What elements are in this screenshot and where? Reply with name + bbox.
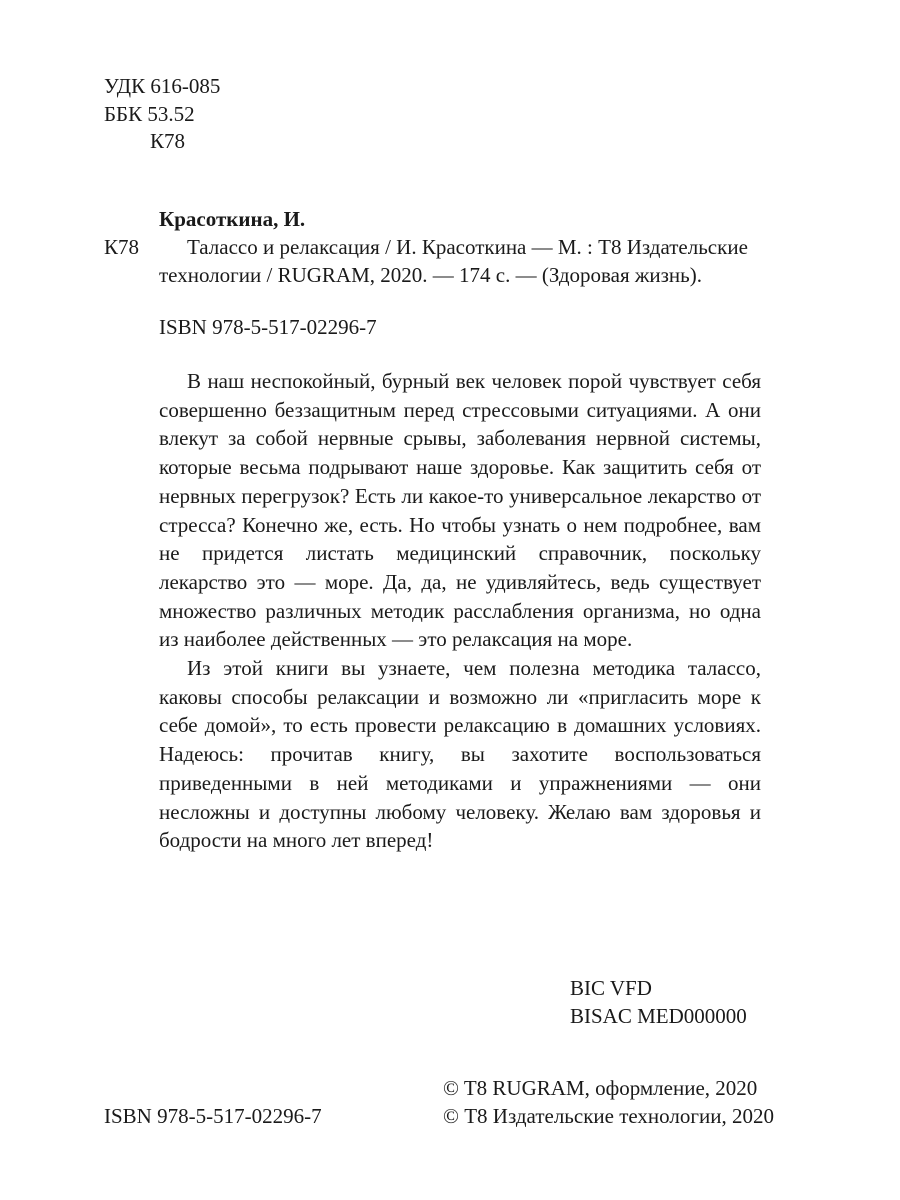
author-mark: К78 — [150, 129, 186, 153]
footer-isbn: ISBN 978-5-517-02296-7 — [104, 1104, 322, 1128]
bisac-code: BISAC MED000000 — [570, 1004, 747, 1028]
udk-code: УДК 616-085 — [104, 74, 221, 98]
annotation — [159, 367, 761, 855]
record-isbn: ISBN 978-5-517-02296-7 — [159, 315, 377, 339]
bbk-code: ББК 53.52 — [104, 102, 195, 126]
record-description-line1: Талассо и релаксация / И. Красоткина — М. : Т8 Издательские — [187, 235, 748, 259]
bic-code: BIC VFD — [570, 976, 652, 1000]
annotation-paragraph-2: Из этой книги вы узнаете, чем полезна методика талассо, каковы способы релаксации и возможно ли «пригласить море к себе домой», то есть провести релаксацию в домашних условиях. Надеюсь: прочитав книгу, вы захотите воспользоваться приведенными в ней методиками и упражнениями — они несложны и доступны любому человеку. Желаю вам здоровья и бодрости на много лет вперед! — [159, 656, 761, 853]
annotation-paragraph-1: В наш неспокойный, бурный век человек порой чувствует себя совершенно беззащитным перед стрессовыми ситуациями. А они влекут за собой нервные срывы, заболевания нервной системы, которые весьма подрывают наше здоровье. Как защитить себя от нервных перегрузок? Есть ли какое-то универсальное лекарство от стресса? Конечно же, есть. Но чтобы узнать о нем подробнее, вам не придется листать медицинский справочник, поскольку лекарство это — море. Да, да, не удивляйтесь, ведь существует множество различных методик расслабления организма, но одна из наиболее действенных — это релаксация на море. — [159, 369, 761, 652]
record-author: Красоткина, И. — [159, 207, 306, 231]
record-description-line2: технологии / RUGRAM, 2020. — 174 с. — (Здоровая жизнь). — [159, 263, 702, 287]
copyright-publisher: © Т8 Издательские технологии, 2020 — [443, 1104, 774, 1128]
copyright-design: © T8 RUGRAM, оформление, 2020 — [443, 1076, 758, 1100]
record-mark: К78 — [104, 235, 140, 259]
